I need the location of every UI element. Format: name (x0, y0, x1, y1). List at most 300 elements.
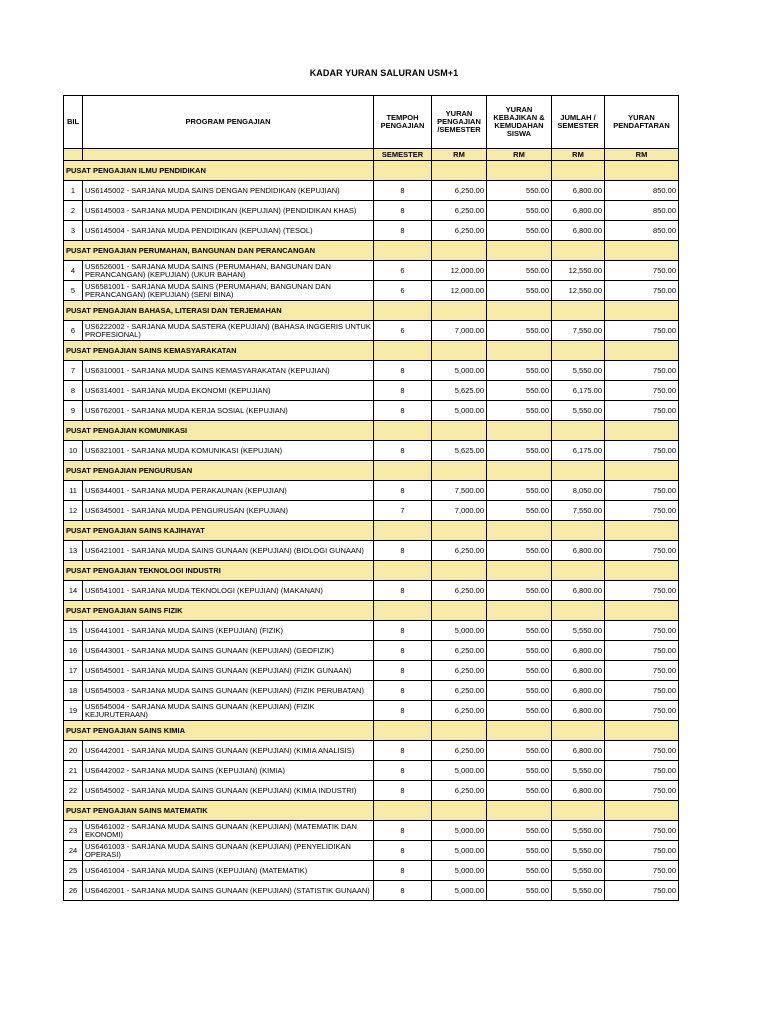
section-filler (605, 301, 679, 321)
cell-bil: 23 (64, 821, 83, 841)
section-filler (487, 421, 552, 441)
col-header-yuran: YURAN PENGAJIAN /SEMESTER (432, 96, 487, 149)
section-filler (432, 561, 487, 581)
cell-bil: 4 (64, 261, 83, 281)
table-row (64, 861, 679, 881)
cell-jumlah: 5,550.00 (552, 821, 605, 841)
cell-yuran: 6,250.00 (432, 681, 487, 701)
col-header-bil: BIL (64, 96, 83, 149)
cell-tempoh: 8 (374, 741, 432, 761)
cell-yuran: 6,250.00 (432, 181, 487, 201)
cell-bil: 25 (64, 861, 83, 881)
cell-kebajikan: 550.00 (487, 761, 552, 781)
section-filler (432, 521, 487, 541)
cell-jumlah: 5,550.00 (552, 621, 605, 641)
section-name: PUSAT PENGAJIAN BAHASA, LITERASI DAN TERJEMAHAN (64, 301, 374, 321)
section-filler (605, 721, 679, 741)
cell-jumlah: 6,800.00 (552, 741, 605, 761)
cell-pendaftaran: 750.00 (605, 841, 679, 861)
cell-jumlah: 6,175.00 (552, 441, 605, 461)
cell-yuran: 5,000.00 (432, 821, 487, 841)
cell-jumlah: 7,550.00 (552, 501, 605, 521)
cell-tempoh: 8 (374, 581, 432, 601)
cell-program: US6344001 - SARJANA MUDA PERAKAUNAN (KEPUJIAN) (83, 481, 374, 501)
cell-kebajikan: 550.00 (487, 621, 552, 641)
section-filler (374, 801, 432, 821)
cell-yuran: 6,250.00 (432, 741, 487, 761)
cell-pendaftaran: 750.00 (605, 761, 679, 781)
cell-jumlah: 5,550.00 (552, 761, 605, 781)
table-row (64, 441, 679, 461)
cell-kebajikan: 550.00 (487, 321, 552, 341)
section-filler (552, 601, 605, 621)
cell-yuran: 6,250.00 (432, 781, 487, 801)
cell-bil: 15 (64, 621, 83, 641)
cell-kebajikan: 550.00 (487, 381, 552, 401)
cell-pendaftaran: 850.00 (605, 201, 679, 221)
cell-jumlah: 6,800.00 (552, 581, 605, 601)
cell-program: US6461003 - SARJANA MUDA SAINS GUNAAN (KEPUJIAN) (PENYELIDIKAN OPERASI) (83, 841, 374, 861)
cell-program: US6441001 - SARJANA MUDA SAINS (KEPUJIAN) (FIZIK) (83, 621, 374, 641)
cell-bil: 11 (64, 481, 83, 501)
section-filler (552, 521, 605, 541)
cell-kebajikan: 550.00 (487, 861, 552, 881)
cell-program: US6545002 - SARJANA MUDA SAINS GUNAAN (KEPUJIAN) (KIMIA INDUSTRI) (83, 781, 374, 801)
section-filler (552, 721, 605, 741)
section-filler (552, 461, 605, 481)
cell-jumlah: 6,800.00 (552, 661, 605, 681)
cell-kebajikan: 550.00 (487, 681, 552, 701)
cell-bil: 26 (64, 881, 83, 901)
cell-bil: 1 (64, 181, 83, 201)
cell-kebajikan: 550.00 (487, 221, 552, 241)
cell-tempoh: 8 (374, 681, 432, 701)
cell-pendaftaran: 750.00 (605, 861, 679, 881)
cell-yuran: 7,000.00 (432, 321, 487, 341)
cell-yuran: 5,625.00 (432, 381, 487, 401)
cell-yuran: 12,000.00 (432, 261, 487, 281)
cell-jumlah: 6,800.00 (552, 781, 605, 801)
table-row (64, 381, 679, 401)
cell-jumlah: 6,800.00 (552, 701, 605, 721)
section-filler (552, 801, 605, 821)
cell-bil: 18 (64, 681, 83, 701)
cell-tempoh: 6 (374, 281, 432, 301)
cell-kebajikan: 550.00 (487, 841, 552, 861)
cell-bil: 16 (64, 641, 83, 661)
table-row (64, 201, 679, 221)
table-row (64, 781, 679, 801)
cell-yuran: 12,000.00 (432, 281, 487, 301)
col-header-tempoh: TEMPOH PENGAJIAN (374, 96, 432, 149)
cell-program: US6462001 - SARJANA MUDA SAINS GUNAAN (KEPUJIAN) (STATISTIK GUNAAN) (83, 881, 374, 901)
cell-pendaftaran: 750.00 (605, 661, 679, 681)
cell-kebajikan: 550.00 (487, 661, 552, 681)
cell-yuran: 5,625.00 (432, 441, 487, 461)
cell-program: US6145003 - SARJANA MUDA PENDIDIKAN (KEPUJIAN) (PENDIDIKAN KHAS) (83, 201, 374, 221)
section-filler (432, 241, 487, 261)
cell-tempoh: 8 (374, 221, 432, 241)
section-row (64, 601, 679, 621)
col-header-pendaftaran: YURAN PENDAFTARAN (605, 96, 679, 149)
cell-jumlah: 5,550.00 (552, 361, 605, 381)
section-filler (374, 341, 432, 361)
section-filler (487, 561, 552, 581)
section-filler (552, 301, 605, 321)
table-row (64, 581, 679, 601)
cell-jumlah: 6,800.00 (552, 541, 605, 561)
section-name: PUSAT PENGAJIAN TEKNOLOGI INDUSTRI (64, 561, 374, 581)
section-filler (374, 301, 432, 321)
cell-bil: 6 (64, 321, 83, 341)
cell-kebajikan: 550.00 (487, 501, 552, 521)
cell-program: US6321001 - SARJANA MUDA KOMUNIKASI (KEPUJIAN) (83, 441, 374, 461)
cell-kebajikan: 550.00 (487, 361, 552, 381)
cell-program: US6526001 - SARJANA MUDA SAINS (PERUMAHAN, BANGUNAN DAN PERANCANGAN) (KEPUJIAN) (UKUR BAHAN) (83, 261, 374, 281)
section-name: PUSAT PENGAJIAN SAINS KAJIHAYAT (64, 521, 374, 541)
cell-kebajikan: 550.00 (487, 481, 552, 501)
cell-tempoh: 8 (374, 641, 432, 661)
unit-bil (64, 149, 83, 161)
cell-pendaftaran: 750.00 (605, 621, 679, 641)
cell-tempoh: 8 (374, 821, 432, 841)
section-row (64, 561, 679, 581)
cell-yuran: 6,250.00 (432, 541, 487, 561)
cell-bil: 14 (64, 581, 83, 601)
cell-kebajikan: 550.00 (487, 441, 552, 461)
cell-jumlah: 7,550.00 (552, 321, 605, 341)
table-row (64, 501, 679, 521)
cell-kebajikan: 550.00 (487, 821, 552, 841)
section-filler (552, 161, 605, 181)
table-row (64, 621, 679, 641)
section-filler (432, 461, 487, 481)
section-filler (552, 241, 605, 261)
cell-kebajikan: 550.00 (487, 261, 552, 281)
cell-yuran: 7,500.00 (432, 481, 487, 501)
cell-jumlah: 5,550.00 (552, 401, 605, 421)
cell-tempoh: 8 (374, 481, 432, 501)
unit-kebajikan: RM (487, 149, 552, 161)
section-filler (605, 421, 679, 441)
section-filler (605, 801, 679, 821)
cell-program: US6421001 - SARJANA MUDA SAINS GUNAAN (KEPUJIAN) (BIOLOGI GUNAAN) (83, 541, 374, 561)
cell-pendaftaran: 750.00 (605, 381, 679, 401)
col-header-program: PROGRAM PENGAJIAN (83, 96, 374, 149)
cell-tempoh: 8 (374, 661, 432, 681)
table-row (64, 261, 679, 281)
table-row (64, 401, 679, 421)
cell-pendaftaran: 750.00 (605, 681, 679, 701)
cell-bil: 17 (64, 661, 83, 681)
cell-bil: 24 (64, 841, 83, 861)
cell-pendaftaran: 750.00 (605, 281, 679, 301)
table-row (64, 281, 679, 301)
cell-tempoh: 8 (374, 541, 432, 561)
section-filler (487, 301, 552, 321)
section-filler (487, 461, 552, 481)
section-name: PUSAT PENGAJIAN KOMUNIKASI (64, 421, 374, 441)
unit-row (64, 149, 679, 161)
table-row (64, 741, 679, 761)
cell-bil: 10 (64, 441, 83, 461)
cell-jumlah: 6,800.00 (552, 201, 605, 221)
cell-pendaftaran: 750.00 (605, 501, 679, 521)
table-row (64, 541, 679, 561)
table-row (64, 221, 679, 241)
cell-bil: 22 (64, 781, 83, 801)
cell-tempoh: 8 (374, 781, 432, 801)
section-row (64, 521, 679, 541)
section-row (64, 241, 679, 261)
cell-jumlah: 6,175.00 (552, 381, 605, 401)
table-row (64, 821, 679, 841)
cell-program: US6461002 - SARJANA MUDA SAINS GUNAAN (KEPUJIAN) (MATEMATIK DAN EKONOMI) (83, 821, 374, 841)
cell-tempoh: 8 (374, 401, 432, 421)
section-name: PUSAT PENGAJIAN SAINS KEMASYARAKATAN (64, 341, 374, 361)
section-row (64, 161, 679, 181)
section-filler (374, 161, 432, 181)
cell-yuran: 7,000.00 (432, 501, 487, 521)
section-filler (605, 341, 679, 361)
cell-yuran: 5,000.00 (432, 761, 487, 781)
cell-program: US6581001 - SARJANA MUDA SAINS (PERUMAHAN, BANGUNAN DAN PERANCANGAN) (KEPUJIAN) (SENI BINA) (83, 281, 374, 301)
cell-pendaftaran: 750.00 (605, 581, 679, 601)
cell-yuran: 5,000.00 (432, 881, 487, 901)
cell-program: US6145002 - SARJANA MUDA SAINS DENGAN PENDIDIKAN (KEPUJIAN) (83, 181, 374, 201)
section-filler (374, 461, 432, 481)
unit-program (83, 149, 374, 161)
cell-program: US6545003 - SARJANA MUDA SAINS GUNAAN (KEPUJIAN) (FIZIK PERUBATAN) (83, 681, 374, 701)
cell-pendaftaran: 750.00 (605, 321, 679, 341)
table-row (64, 681, 679, 701)
unit-jumlah: RM (552, 149, 605, 161)
section-filler (432, 721, 487, 741)
section-filler (552, 421, 605, 441)
table-row (64, 481, 679, 501)
cell-program: US6222002 - SARJANA MUDA SASTERA (KEPUJIAN) (BAHASA INGGERIS UNTUK PROFESIONAL) (83, 321, 374, 341)
section-filler (605, 561, 679, 581)
section-name: PUSAT PENGAJIAN PENGURUSAN (64, 461, 374, 481)
section-filler (487, 721, 552, 741)
section-name: PUSAT PENGAJIAN SAINS MATEMATIK (64, 801, 374, 821)
unit-yuran: RM (432, 149, 487, 161)
col-header-jumlah: JUMLAH / SEMESTER (552, 96, 605, 149)
cell-jumlah: 6,800.00 (552, 681, 605, 701)
cell-pendaftaran: 750.00 (605, 881, 679, 901)
cell-kebajikan: 550.00 (487, 541, 552, 561)
table-row (64, 361, 679, 381)
cell-program: US6762001 - SARJANA MUDA KERJA SOSIAL (KEPUJIAN) (83, 401, 374, 421)
table-row (64, 761, 679, 781)
cell-program: US6314001 - SARJANA MUDA EKONOMI (KEPUJIAN) (83, 381, 374, 401)
cell-bil: 12 (64, 501, 83, 521)
cell-yuran: 6,250.00 (432, 641, 487, 661)
cell-jumlah: 6,800.00 (552, 221, 605, 241)
section-name: PUSAT PENGAJIAN ILMU PENDIDIKAN (64, 161, 374, 181)
cell-pendaftaran: 750.00 (605, 821, 679, 841)
cell-bil: 2 (64, 201, 83, 221)
section-row (64, 421, 679, 441)
section-name: PUSAT PENGAJIAN PERUMAHAN, BANGUNAN DAN PERANCANGAN (64, 241, 374, 261)
table-row (64, 881, 679, 901)
fee-table (63, 95, 679, 901)
cell-program: US6145004 - SARJANA MUDA PENDIDIKAN (KEPUJIAN) (TESOL) (83, 221, 374, 241)
cell-jumlah: 6,800.00 (552, 641, 605, 661)
section-filler (605, 241, 679, 261)
cell-pendaftaran: 750.00 (605, 481, 679, 501)
section-filler (374, 421, 432, 441)
cell-pendaftaran: 750.00 (605, 361, 679, 381)
cell-program: US6345001 - SARJANA MUDA PENGURUSAN (KEPUJIAN) (83, 501, 374, 521)
cell-yuran: 6,250.00 (432, 661, 487, 681)
unit-tempoh: SEMESTER (374, 149, 432, 161)
section-filler (552, 341, 605, 361)
cell-jumlah: 12,550.00 (552, 281, 605, 301)
cell-yuran: 5,000.00 (432, 401, 487, 421)
cell-kebajikan: 550.00 (487, 781, 552, 801)
table-row (64, 701, 679, 721)
cell-yuran: 5,000.00 (432, 861, 487, 881)
cell-jumlah: 5,550.00 (552, 881, 605, 901)
section-filler (487, 241, 552, 261)
cell-kebajikan: 550.00 (487, 701, 552, 721)
header-row (64, 96, 679, 149)
section-filler (432, 601, 487, 621)
cell-program: US6442001 - SARJANA MUDA SAINS GUNAAN (KEPUJIAN) (KIMIA ANALISIS) (83, 741, 374, 761)
cell-tempoh: 8 (374, 181, 432, 201)
cell-bil: 7 (64, 361, 83, 381)
cell-kebajikan: 550.00 (487, 741, 552, 761)
section-row (64, 341, 679, 361)
table-row (64, 661, 679, 681)
cell-yuran: 5,000.00 (432, 621, 487, 641)
cell-pendaftaran: 750.00 (605, 741, 679, 761)
cell-kebajikan: 550.00 (487, 401, 552, 421)
section-filler (432, 161, 487, 181)
cell-yuran: 6,250.00 (432, 581, 487, 601)
cell-tempoh: 8 (374, 201, 432, 221)
table-row (64, 641, 679, 661)
cell-tempoh: 8 (374, 621, 432, 641)
section-filler (374, 721, 432, 741)
cell-pendaftaran: 750.00 (605, 441, 679, 461)
cell-yuran: 6,250.00 (432, 201, 487, 221)
cell-bil: 13 (64, 541, 83, 561)
cell-bil: 19 (64, 701, 83, 721)
section-filler (432, 301, 487, 321)
cell-jumlah: 8,050.00 (552, 481, 605, 501)
cell-tempoh: 8 (374, 701, 432, 721)
cell-tempoh: 8 (374, 861, 432, 881)
section-filler (374, 561, 432, 581)
section-filler (374, 601, 432, 621)
section-filler (487, 601, 552, 621)
cell-kebajikan: 550.00 (487, 281, 552, 301)
cell-jumlah: 6,800.00 (552, 181, 605, 201)
cell-pendaftaran: 750.00 (605, 261, 679, 281)
section-filler (605, 601, 679, 621)
cell-pendaftaran: 750.00 (605, 541, 679, 561)
cell-program: US6461004 - SARJANA MUDA SAINS (KEPUJIAN) (MATEMATIK) (83, 861, 374, 881)
table-body (64, 161, 679, 901)
cell-yuran: 6,250.00 (432, 701, 487, 721)
section-filler (605, 461, 679, 481)
section-filler (605, 161, 679, 181)
cell-jumlah: 5,550.00 (552, 861, 605, 881)
cell-yuran: 6,250.00 (432, 221, 487, 241)
cell-program: US6443001 - SARJANA MUDA SAINS GUNAAN (KEPUJIAN) (GEOFIZIK) (83, 641, 374, 661)
section-name: PUSAT PENGAJIAN SAINS KIMIA (64, 721, 374, 741)
table-row (64, 841, 679, 861)
cell-tempoh: 8 (374, 881, 432, 901)
cell-program: US6442002 - SARJANA MUDA SAINS (KEPUJIAN) (KIMIA) (83, 761, 374, 781)
cell-bil: 21 (64, 761, 83, 781)
cell-bil: 5 (64, 281, 83, 301)
table-row (64, 181, 679, 201)
cell-tempoh: 8 (374, 381, 432, 401)
cell-tempoh: 8 (374, 441, 432, 461)
section-filler (487, 341, 552, 361)
section-filler (374, 521, 432, 541)
section-row (64, 301, 679, 321)
page-title: KADAR YURAN SALURAN USM+1 (309, 68, 459, 78)
section-row (64, 721, 679, 741)
section-name: PUSAT PENGAJIAN SAINS FIZIK (64, 601, 374, 621)
section-filler (432, 421, 487, 441)
cell-jumlah: 12,550.00 (552, 261, 605, 281)
section-filler (487, 801, 552, 821)
section-filler (432, 801, 487, 821)
section-filler (552, 561, 605, 581)
table-row (64, 321, 679, 341)
cell-program: US6545001 - SARJANA MUDA SAINS GUNAAN (KEPUJIAN) (FIZIK GUNAAN) (83, 661, 374, 681)
cell-pendaftaran: 750.00 (605, 401, 679, 421)
cell-kebajikan: 550.00 (487, 881, 552, 901)
cell-yuran: 5,000.00 (432, 361, 487, 381)
col-header-kebajikan: YURAN KEBAJIKAN & KEMUDAHAN SISWA (487, 96, 552, 149)
cell-program: US6541001 - SARJANA MUDA TEKNOLOGI (KEPUJIAN) (MAKANAN) (83, 581, 374, 601)
cell-program: US6545004 - SARJANA MUDA SAINS GUNAAN (KEPUJIAN) (FIZIK KEJURUTERAAN) (83, 701, 374, 721)
cell-tempoh: 8 (374, 841, 432, 861)
cell-yuran: 5,000.00 (432, 841, 487, 861)
cell-tempoh: 8 (374, 761, 432, 781)
cell-program: US6310001 - SARJANA MUDA SAINS KEMASYARAKATAN (KEPUJIAN) (83, 361, 374, 381)
cell-tempoh: 7 (374, 501, 432, 521)
section-filler (487, 521, 552, 541)
section-row (64, 461, 679, 481)
unit-pendaftaran: RM (605, 149, 679, 161)
cell-tempoh: 6 (374, 321, 432, 341)
cell-bil: 9 (64, 401, 83, 421)
section-filler (374, 241, 432, 261)
cell-tempoh: 8 (374, 361, 432, 381)
cell-jumlah: 5,550.00 (552, 841, 605, 861)
section-row (64, 801, 679, 821)
cell-tempoh: 6 (374, 261, 432, 281)
cell-pendaftaran: 750.00 (605, 781, 679, 801)
cell-pendaftaran: 750.00 (605, 641, 679, 661)
section-filler (487, 161, 552, 181)
cell-kebajikan: 550.00 (487, 641, 552, 661)
section-filler (432, 341, 487, 361)
section-filler (605, 521, 679, 541)
cell-bil: 8 (64, 381, 83, 401)
cell-kebajikan: 550.00 (487, 201, 552, 221)
cell-bil: 20 (64, 741, 83, 761)
cell-pendaftaran: 750.00 (605, 701, 679, 721)
cell-bil: 3 (64, 221, 83, 241)
